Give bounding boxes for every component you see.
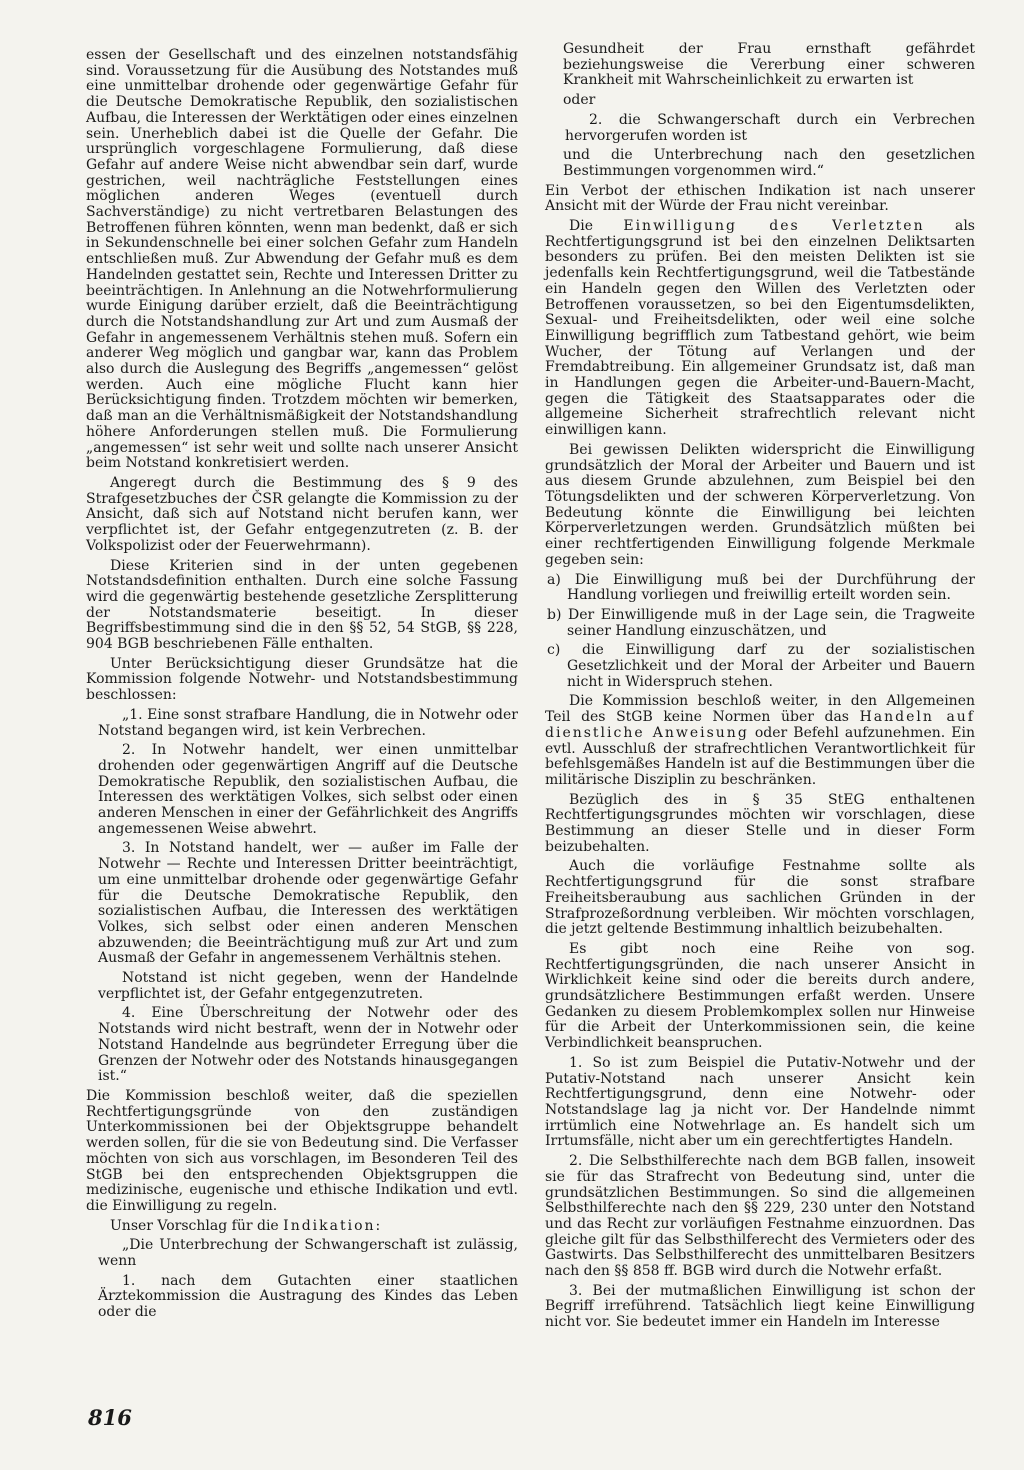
paragraph [545, 219, 975, 439]
paragraph: Bei gewissen Delikten widerspricht die Einwilligung grundsätzlich der Moral der Arbeiter und Bauern und ist aus diesem Grunde abzulehnen, zum Beispiel bei den Tötungsdelikten und der schweren Körperverletzung. Von Bedeutung könnte die Einwilligung bei leichten Körperverletzungen werden. Grundsätzlich müßten bei einer rechtfertigenden Einwilligung folgende Merkmale gegeben sein: [545, 441, 975, 568]
paragraph: Es gibt noch eine Reihe von sog. Rechtfertigungsgründen, die nach unserer Ansicht in Wirklichkeit keine sind oder die bereits durch andere, grundsätzlichere Bestimmungen erfaßt werden. Unsere Gedanken zu diesem Problemkomplex sollen nur Hinweise für die Arbeit der Unterkommissionen sein, die keine Verbindlichkeit beanspruchen. [545, 940, 975, 1052]
text-run: Die [569, 218, 624, 235]
spaced-term: Indikation [283, 1217, 376, 1234]
text-run: als Rechtfertigungsgrund ist bei den einzelnen Deliktsarten besonders zu prüfen. Bei den meisten Delikten ist sie jedenfalls kein Rechtfertigungsgrund, weil die Tatbestände ein Handeln gegen den Willen des Verletzten oder Betroffenen voraussetzen, so bei den Eigentumsdelikten, Sexual- und Freiheitsdelikten, oder weil eine solche Einwilligung begrifflich zum Tatbestand gehört, wie beim Wucher, der Tötung auf Verlangen und der Fremdabtreibung. Ein allgemeiner Grundsatz ist, daß man in Handlungen gegen die Arbeiter-und-Bauern-Macht, gegen die Tätigkeit des Staatsapparates oder die allgemeine Sicherheit strafrechtlich relevant nicht einwilligen kann. [545, 218, 975, 439]
text-run: : [375, 1217, 381, 1234]
list-item: c) die Einwilligung darf zu der sozialistischen Gesetzlichkeit und der Moral der Arbeiter und Bauern nicht in Widerspruch stehen. [547, 642, 975, 690]
quoted-clause: „Die Unterbrechung der Schwangerschaft ist zulässig, wenn [98, 1237, 518, 1270]
quoted-clause: 4. Eine Überschreitung der Notwehr oder des Notstands wird nicht bestraft, wenn der in Notwehr oder Notstand Handelnde aus begründeter Erregung über die Grenzen der Notwehr oder des Notstands hinausgegangen ist.“ [98, 1005, 518, 1085]
quoted-clause: 2. die Schwangerschaft durch ein Verbrechen hervorgerufen worden ist [565, 111, 975, 144]
spaced-term: Einwilligung des Verletzten [623, 218, 925, 235]
paragraph: 3. Bei der mutmaßlichen Einwilligung ist schon der Begriff irreführend. Tatsächlich liegt keine Einwilligung nicht vor. Sie bedeutet immer ein Handeln im Interesse [545, 1282, 975, 1331]
quoted-clause: und die Unterbrechung nach den gesetzlichen Bestimmungen vorgenommen wird.“ [563, 147, 975, 179]
quoted-clause: 3. In Notstand handelt, wer — außer im Falle der Notwehr — Rechte und Interessen Dritter beeinträchtigt, um eine unmittelbar drohende oder gegenwärtige Gefahr für die Deutsche Demokratische Republik, den sozialistischen Aufbau, die Interessen des werktätigen Volkes, sich selbst oder einen anderen Menschen abzuwenden; die Beeinträchtigung muß zur Art und zum Ausmaß der Gefahr in angemessenem Verhältnis stehen. [98, 840, 518, 967]
paragraph: essen der Gesellschaft und des einzelnen notstandsfähig sind. Voraussetzung für die Ausübung des Notstandes muß eine unmittelbar drohende oder gegenwärtige Gefahr für die Deutsche Demokratische Republik, den sozialistischen Aufbau, die Interessen der Werktätigen oder eines einzelnen sein. Unerheblich dabei ist die Quelle der Gefahr. Die ursprünglich vorgeschlagene Formulierung, daß diese Gefahr auf andere Weise nicht abwendbar sein darf, wurde gestrichen, weil nachträgliche Feststellungen eines möglichen anderen Weges (eventuell durch Sachverständige) zu nicht vertretbaren Belastungen des Betroffenen führen könnten, wenn man bedenkt, daß er sich in Sekundenschnelle bei einer solchen Gefahr zum Handeln entschließen muß. Zur Abwendung der Gefahr muß es dem Handelnden gestattet sein, Rechte und Interessen Dritter zu beeinträchtigen. In Anlehnung an die Notwehrformulierung wurde Einigung darüber erzielt, daß die Beeinträchtigung durch die Notstandshandlung zur Art und zum Ausmaß der Gefahr in angemessenem Verhältnis stehen muß. Sofern ein anderer Weg möglich und gangbar war, kann das Problem also durch die Auslegung des Begriffs „angemessen“ gelöst werden. Auch eine mögliche Flucht kann hier Berücksichtigung finden. Trotzdem möchten wir bemerken, daß man an die Verhältnismäßigkeit der Notstandshandlung höhere Anforderungen stellen muß. Die Formulierung „angemessen“ ist sehr weit und sollte nach unserer Ansicht beim Notstand konkretisiert werden. [86, 47, 518, 472]
quoted-clause: Gesundheit der Frau ernsthaft gefährdet beziehungsweise die Vererbung einer schweren Krankheit mit Wahrscheinlichkeit zu erwarten ist [563, 41, 975, 89]
quoted-clause: Notstand ist nicht gegeben, wenn der Handelnde verpflichtet ist, der Gefahr entgegenzutreten. [98, 970, 518, 1002]
text-run: Die Kommission beschloß weiter, in den Allgemeinen Teil des StGB keine Normen über das [545, 693, 975, 726]
page-number: 816 [88, 1405, 132, 1430]
list-item: b) Der Einwilligende muß in der Lage sein, die Tragweite seiner Handlung einzuschätzen, und [547, 606, 975, 639]
paragraph: Die Kommission beschloß weiter, daß die speziellen Rechtfertigungsgründe von den zuständigen Unterkommissionen bei der Objektsgruppe behandelt werden sollen, für die sie von Bedeutung sind. Die Verfasser möchten von sich aus vorschlagen, im Besonderen Teil des StGB bei den entsprechenden Objektsgruppen die medizinische, eugenische und ethische Indikation und evtl. die Einwilligung zu regeln. [86, 1088, 518, 1214]
right-column [545, 42, 975, 1335]
quoted-clause: „1. Eine sonst strafbare Handlung, die in Notwehr oder Notstand begangen wird, ist kein Verbrechen. [98, 706, 518, 739]
paragraph: Unter Berücksichtigung dieser Grundsätze hat die Kommission folgende Notwehr- und Notstandsbestimmung beschlossen: [86, 655, 518, 704]
paragraph [86, 1219, 518, 1235]
paragraph: Ein Verbot der ethischen Indikation ist nach unserer Ansicht mit der Würde der Frau nicht vereinbar. [545, 182, 975, 215]
paragraph: 1. So ist zum Beispiel die Putativ-Notwehr und der Putativ-Notstand nach unserer Ansicht kein Rechtfertigungsgrund, denn eine Notwehr- oder Notstandslage lag ja nicht vor. Der Handelnde nimmt irrtümlich eine Notwehrlage an. Es handelt sich um Irrtumsfälle, nicht aber um ein gerechtfertigtes Handeln. [545, 1054, 975, 1150]
paragraph: Auch die vorläufige Festnahme sollte als Rechtfertigungsgrund für die sonst strafbare Freiheitsberaubung aus sachlichen Gründen in der Strafprozeßordnung verbleiben. Wir möchten vorschlagen, die jetzt geltende Bestimmung inhaltlich beizubehalten. [545, 858, 975, 938]
text-run: oder Befehl aufzunehmen. Ein evtl. Ausschluß der strafrechtlichen Verantwortlichkeit für befehlsgemäßes Handeln ist auf die Bestimmungen über die militärische Disziplin zu beschränken. [545, 724, 975, 788]
paragraph: 2. Die Selbsthilferechte nach dem BGB fallen, insoweit sie für das Strafrecht von Bedeutung sind, unter die grundsätzlichen Bestimmungen. So sind die allgemeinen Selbsthilferechte nach den §§ 229, 230 unter den Notstand und das Recht zur vorläufigen Festnahme einzuordnen. Das gleiche gilt für das Selbsthilferecht des Vermieters oder des Gastwirts. Das Selbsthilferecht des unmittelbaren Besitzers nach den §§ 858 ff. BGB wird durch die Notwehr erfaßt. [545, 1153, 975, 1280]
spaced-term: Handeln auf dienstliche Anweisung [545, 709, 975, 741]
paragraph: Bezüglich des in § 35 StEG enthaltenen Rechtfertigungsgrundes möchten wir vorschlagen, diese Bestimmung an dieser Stelle und in dieser Form beizubehalten. [545, 791, 975, 855]
quoted-clause: 1. nach dem Gutachten einer staatlichen Ärztekommission die Austragung des Kindes das Leben oder die [98, 1272, 518, 1321]
text-run: Unser Vorschlag für die [110, 1217, 284, 1234]
quoted-clause: 2. In Notwehr handelt, wer einen unmittelbar drohenden oder gegenwärtigen Angriff auf die Deutsche Demokratische Republik, den sozialistischen Aufbau, die Interessen des werktätigen Volkes, sich selbst oder einen anderen Menschen in einer der Gefährlichkeit des Angriffs angemessenen Weise abwehrt. [98, 742, 518, 837]
quoted-clause: oder [563, 92, 596, 109]
paragraph: Angeregt durch die Bestimmung des § 9 des Strafgesetzbuches der ČSR gelangte die Kommission zu der Ansicht, daß sich auf Notstand nicht berufen kann, wer verpflichtet ist, der Gefahr entgegenzutreten (z. B. der Volkspolizist oder der Feuerwehrmann). [86, 474, 518, 554]
paragraph [545, 694, 975, 788]
left-column [86, 48, 518, 1325]
list-item: a) Die Einwilligung muß bei der Durchführung der Handlung vorliegen und freiwillig erteilt worden sein. [547, 571, 975, 604]
paragraph: Diese Kriterien sind in der unten gegebenen Notstandsdefinition enthalten. Durch eine solche Fassung wird die gegenwärtig bestehende gesetzliche Zersplitterung der Notstandsmaterie beseitigt. In dieser Begriffsbestimmung sind die in den §§ 52, 54 StGB, §§ 228, 904 BGB beschriebenen Fälle enthalten. [86, 557, 518, 653]
